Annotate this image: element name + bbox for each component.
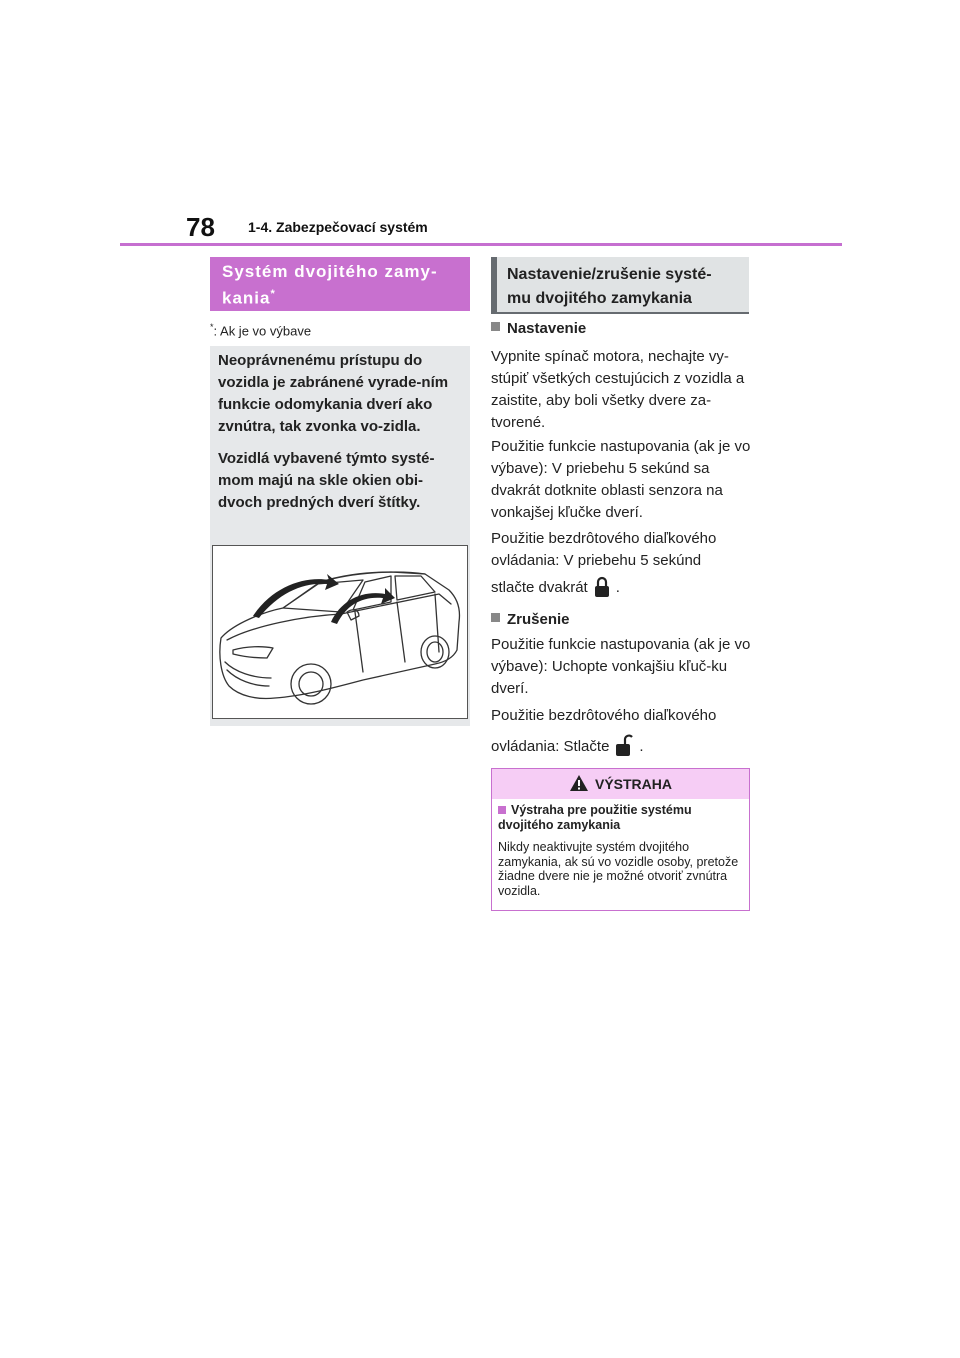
footnote-text: : Ak je vo výbave [213,323,312,339]
setting-subheading [491,319,586,339]
cancel-subheading [491,610,570,630]
warning-subtitle [498,803,738,833]
heading-asterisk: * [270,288,276,300]
text-line: Použitie bezdrôtového diaľkového [491,707,717,724]
section-title: 1-4. Zabezpečovací systém [248,219,428,235]
heading-underline [491,312,749,314]
setting-title: Nastavenie [507,320,587,337]
footnote [210,322,311,338]
text-end: . [639,738,644,755]
double-lock-heading [210,257,470,311]
heading-line: Nastavenie/zrušenie systé- [507,266,712,283]
car-illustration [212,545,468,719]
info-paragraph: Vozidlá vybavené týmto systé-mom majú na skle okien obi-dvoch predných dverí štítky. [218,450,435,511]
cancel-paragraph: Použitie funkcie nastupovania (ak je vo výbave): Uchopte vonkajšiu kľuč-ku dverí. [491,636,751,697]
text-line: stlačte dvakrát [491,579,588,596]
info-paragraph: Neoprávnenému prístupu do vozidla je zabránené vyrade-ním funkcie odomykania dverí ako zvnútra, tak zvonka vo-zidla. [218,352,449,435]
setting-paragraph: Vypnite spínač motora, nechajte vy-stúpiť všetkých cestujúcich z vozidla a zaistite, aby boli všetky dvere za-tvorené. [491,348,745,431]
warning-header [492,769,749,799]
info-box [210,346,470,726]
square-bullet-icon [498,806,506,814]
car-drawing [213,546,467,718]
text-line: Použitie bezdrôtového diaľkového [491,530,717,547]
page-number: 78 [186,212,215,242]
warning-box [491,768,750,911]
heading-line: Systém dvojitého zamy- [222,262,438,281]
square-bullet-icon [491,613,500,622]
set-cancel-heading [491,257,749,313]
unlock-icon [615,733,633,764]
header-divider [120,243,842,246]
heading-line: kania [222,288,271,308]
warning-title: VÝSTRAHA [594,776,672,792]
warning-text: Nikdy neaktivujte systém dvojitého zamykania, ak sú vo vozidle osoby, pretože žiadne dvere nie je možné otvoriť zvnútra vozidla. [498,840,739,898]
setting-remote-paragraph [491,528,753,605]
warning-triangle-icon [569,774,589,792]
square-bullet-icon [491,322,500,331]
cancel-title: Zrušenie [507,611,570,628]
footnote-asterisk: * [210,322,214,332]
setting-paragraph: Použitie funkcie nastupovania (ak je vo výbave): V priebehu 5 sekúnd sa dvakrát dotknite oblasti senzora na vonkajšej kľučke dverí. [491,438,751,521]
text-line: ovládania: Stlačte [491,738,610,755]
cancel-remote-paragraph [491,705,753,764]
text-end: . [615,579,620,596]
warning-subtitle-text: Výstraha pre použitie systému dvojitého zamykania [498,803,692,832]
lock-icon [594,576,610,605]
heading-line: mu dvojitého zamykania [507,290,692,307]
text-line: ovládania: V priebehu 5 sekúnd [491,552,702,569]
